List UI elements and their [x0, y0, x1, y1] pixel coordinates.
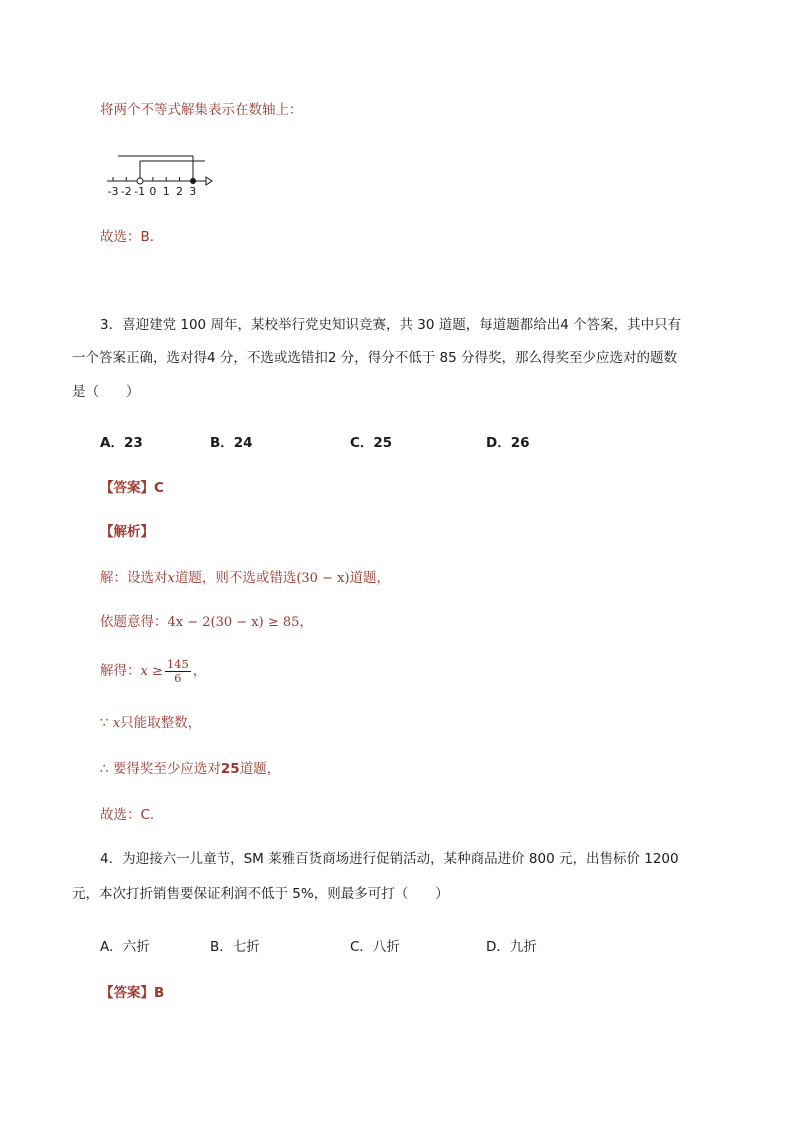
therefore-symbol: ∴	[100, 761, 109, 777]
sol1-prefix: 解：设选对	[100, 570, 168, 586]
q3-answer-value: C	[154, 480, 164, 496]
sol5-value: 25	[220, 761, 240, 777]
q3-answer	[100, 479, 164, 497]
open-point-marker	[137, 178, 143, 184]
q4-option-c: C．八折	[350, 939, 400, 955]
axis-tick-label: 2	[176, 185, 183, 198]
q3-answer-tag: 【答案】	[100, 480, 154, 496]
axis-tick-label: -2	[120, 185, 132, 198]
q3-solution-line3	[100, 656, 206, 687]
sol3-suffix: ，	[192, 663, 207, 679]
q3-solution-line2	[100, 613, 313, 632]
fraction-denominator: 6	[174, 670, 182, 685]
axis-tick-label: 3	[189, 185, 197, 198]
q4-answer-tag: 【答案】	[100, 985, 154, 1001]
q3-text-line2: 一个答案正确，选对得4 分，不选或选错扣2 分，得分不低于 85 分得奖，那么得奖至少应选对的题数	[72, 350, 678, 366]
fraction-numerator: 145	[166, 656, 189, 671]
sol1-var: x	[167, 571, 175, 586]
axis-arrow-icon	[206, 177, 212, 185]
sol1-suffix: 道题，	[349, 570, 391, 586]
q4-option-d: D．九折	[486, 939, 537, 955]
q4-answer-value: B	[154, 985, 165, 1001]
q3-conclusion: 故选：C．	[100, 807, 164, 823]
axis-tick-label: 1	[162, 185, 170, 198]
sol2-expr: 4x − 2(30 − x) ≥ 85	[167, 615, 300, 630]
sol1-mid: 道题，则不选或错选	[174, 570, 297, 586]
axis-tick-label: -3	[107, 185, 119, 198]
sol2-prefix: 依题意得：	[100, 614, 168, 630]
q3-text-line1: 3．喜迎建党 100 周年，某校举行党史知识竞赛，共 30 道题，每道题都给出4 个答案，其中只有	[100, 317, 682, 333]
q3-solution-line1	[100, 569, 390, 588]
sol2-suffix: ，	[299, 614, 313, 630]
q3-option-d: D．26	[486, 435, 530, 451]
sol4-text: 只能取整数，	[120, 715, 202, 731]
axis-tick-label: 0	[149, 185, 157, 198]
q3-text-line3: 是（ ）	[72, 384, 140, 400]
q3-option-c: C．25	[350, 435, 393, 451]
axis-tick-labels	[108, 185, 197, 198]
prev-answer: 故选：B．	[100, 229, 164, 245]
q3-analysis-tag: 【解析】	[100, 524, 154, 540]
sol5-text: 要得奖至少应选对	[112, 761, 221, 777]
q4-answer	[100, 984, 164, 1002]
q4-text-line1: 4．为迎接六一儿童节，SM 莱雅百货商场进行促销活动，某种商品进价 800 元，出售标价 1200	[100, 851, 679, 867]
axis-ticks	[113, 177, 193, 181]
q3-option-b: B．24	[210, 435, 253, 451]
q4-option-a: A．六折	[100, 939, 150, 955]
q3-option-a: A．23	[100, 435, 143, 451]
axis-tick-label: -1	[134, 185, 146, 198]
sol3-fraction	[165, 658, 191, 685]
sol1-expr: (30 − x)	[296, 571, 350, 586]
q3-solution-line4	[100, 714, 201, 733]
q4-option-b: B．七折	[210, 939, 260, 955]
closed-point-marker	[190, 178, 196, 184]
sol5-suffix: 道题，	[239, 761, 281, 777]
sol4-var: x	[112, 716, 121, 731]
because-symbol: ∵	[100, 715, 109, 731]
number-line-figure	[100, 148, 215, 200]
q4-text-line2: 元，本次打折销售要保证利润不低于 5%，则最多可打（ ）	[72, 886, 449, 902]
intro-text: 将两个不等式解集表示在数轴上：	[100, 102, 303, 118]
q3-solution-line5	[100, 760, 280, 778]
sol3-prefix: 解得：	[100, 663, 141, 679]
sol3-lhs: x ≥	[140, 664, 163, 679]
